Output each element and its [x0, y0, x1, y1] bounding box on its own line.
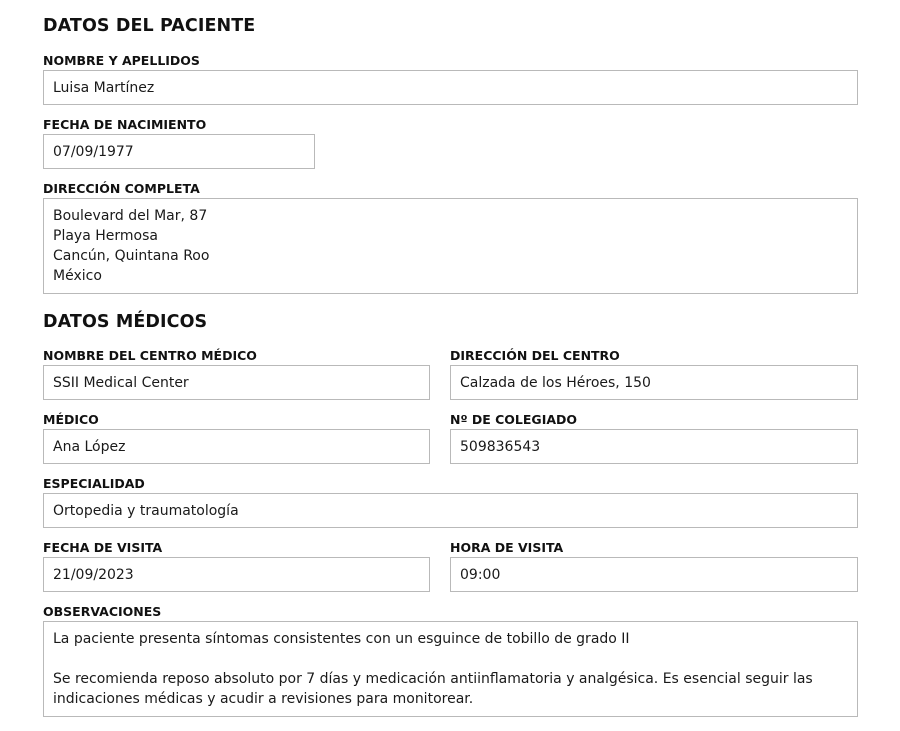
center-address-field[interactable]: Calzada de los Héroes, 150: [450, 365, 858, 400]
observations-line: Se recomienda reposo absoluto por 7 días y medicación antiinflamatoria y analgésica. Es esencial seguir las: [53, 671, 813, 687]
observations-line: La paciente presenta síntomas consistentes con un esguince de tobillo de grado II: [53, 631, 630, 647]
address-field[interactable]: [43, 198, 858, 294]
doctor-field[interactable]: Ana López: [43, 429, 430, 464]
visit-date-label: FECHA DE VISITA: [43, 540, 163, 555]
license-number-field[interactable]: 509836543: [450, 429, 858, 464]
center-address-label: DIRECCIÓN DEL CENTRO: [450, 348, 620, 363]
address-line: Playa Hermosa: [53, 228, 158, 244]
birth-date-label: FECHA DE NACIMIENTO: [43, 117, 207, 132]
doctor-label: MÉDICO: [43, 412, 99, 427]
observations-line: indicaciones médicas y acudir a revisiones para monitorear.: [53, 691, 474, 707]
address-line: Cancún, Quintana Roo: [53, 248, 210, 264]
address-line: México: [53, 268, 102, 284]
birth-date-field[interactable]: 07/09/1977: [43, 134, 315, 169]
observations-line: [53, 649, 848, 669]
center-name-field[interactable]: SSII Medical Center: [43, 365, 430, 400]
observations-label: OBSERVACIONES: [43, 604, 162, 619]
specialty-field[interactable]: Ortopedia y traumatología: [43, 493, 858, 528]
address-label: DIRECCIÓN COMPLETA: [43, 181, 200, 196]
address-line: Boulevard del Mar, 87: [53, 208, 208, 224]
patient-name-field[interactable]: Luisa Martínez: [43, 70, 858, 105]
visit-time-field[interactable]: 09:00: [450, 557, 858, 592]
specialty-label: ESPECIALIDAD: [43, 476, 145, 491]
visit-time-label: HORA DE VISITA: [450, 540, 564, 555]
center-name-label: NOMBRE DEL CENTRO MÉDICO: [43, 348, 257, 363]
medical-section-title: DATOS MÉDICOS: [43, 312, 208, 332]
patient-name-label: NOMBRE Y APELLIDOS: [43, 53, 200, 68]
license-number-label: Nº DE COLEGIADO: [450, 412, 578, 427]
observations-field[interactable]: [43, 621, 858, 717]
patient-section-title: DATOS DEL PACIENTE: [43, 16, 256, 36]
visit-date-field[interactable]: 21/09/2023: [43, 557, 430, 592]
